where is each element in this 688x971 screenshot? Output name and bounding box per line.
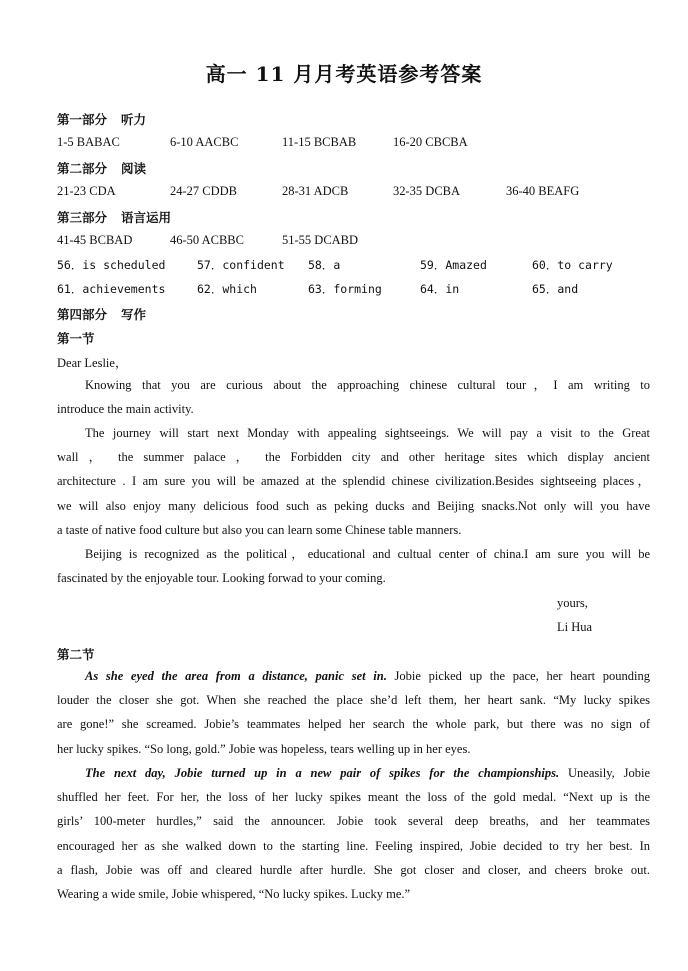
text-line: shuffled her feet. For her, the loss of her lucky spikes meant the loss of the gold medal. “Next up is the <box>57 790 650 805</box>
part4-heading <box>57 305 146 323</box>
text-line: louder the closer she got. When she reached the place she’d left them, her heart sank. “My lucky spikes <box>57 693 650 708</box>
fill-answer: 57．confident <box>197 258 285 272</box>
answer-group: 36-40 BEAFG <box>506 184 580 198</box>
text-line: a flash, Jobie was off and cleared hurdle after hurdle. She got closer and closer, and cheers broke out. <box>57 862 650 877</box>
text-line: are gone!” she screamed. Jobie’s teammates helped her search the whole park, but there was no sign of <box>57 717 650 732</box>
section2-heading: 第二节 <box>57 647 95 662</box>
answer-group: 51-55 DCABD <box>282 233 359 247</box>
fill-answer: 58．a <box>308 258 341 272</box>
fill-answer: 61．achievements <box>57 282 166 296</box>
letter-paragraph-1 <box>57 373 650 421</box>
story-paragraph-2 <box>57 761 650 906</box>
text-line: her lucky spikes. “So long, gold.” Jobie was hopeless, tears welling up in her eyes. <box>57 741 471 756</box>
text-line <box>57 664 650 688</box>
letter-greeting: Dear Leslie， <box>57 356 128 370</box>
answer-group: 24-27 CDDB <box>170 184 238 198</box>
part3-heading <box>57 208 171 226</box>
page-title: 高一 11 月月考英语参考答案 <box>205 62 483 86</box>
text-line: Beijing is recognized as the political，educational and cultual center of china.I am sure you will be <box>85 547 650 561</box>
text-line: girls’ 100-meter hurdles,” said the announcer. Jobie took several deep breaths, and her teammates <box>57 814 650 829</box>
part4-title: 第四部分 <box>57 307 108 322</box>
answer-group: 6-10 AACBC <box>170 135 239 149</box>
part2-heading <box>57 159 146 177</box>
answer-group: 28-31 ADCB <box>282 184 349 198</box>
answer-group: 11-15 BCBAB <box>282 135 357 149</box>
section1-heading: 第一节 <box>57 331 95 346</box>
answer-group: 41-45 BCBAD <box>57 233 133 247</box>
part1-subtitle: 听力 <box>121 112 147 127</box>
part3-subtitle: 语言运用 <box>121 210 172 225</box>
text-line <box>57 761 650 785</box>
letter-paragraph-2 <box>57 421 650 542</box>
fill-answer: 64．in <box>420 282 460 296</box>
fill-answer: 65．and <box>532 282 579 296</box>
text-line: we will also enjoy many delicious food such as peking ducks and Beijing snacks.Not only will you have <box>57 498 650 513</box>
text-line: wall ， the summer palace ， the Forbidden city and other heritage sites which display ancient <box>57 450 650 465</box>
text-run: Jobie picked up the pace, her heart pounding <box>386 669 650 683</box>
text-line: The journey will start next Monday with appealing sightseeings. We will pay a visit to the Great <box>85 426 650 440</box>
text-line: architecture . I am sure you will be amazed at the splendid chinese civilization.Besides sightseeing places， <box>57 474 650 489</box>
fill-answer: 63．forming <box>308 282 382 296</box>
fill-answer: 60．to carry <box>532 258 613 272</box>
part2-subtitle: 阅读 <box>121 161 147 176</box>
part4-subtitle: 写作 <box>121 307 147 322</box>
part2-title: 第二部分 <box>57 161 108 176</box>
fill-answer: 62．which <box>197 282 257 296</box>
text-line: introduce the main activity. <box>57 402 194 417</box>
letter-closing: yours, <box>557 596 588 610</box>
text-line: Knowing that you are curious about the approaching chinese cultural tour，I am writing to <box>85 378 650 392</box>
story-paragraph-1 <box>57 664 650 761</box>
answer-group: 16-20 CBCBA <box>393 135 468 149</box>
text-line: Wearing a wide smile, Jobie whispered, “No lucky spikes. Lucky me.” <box>57 886 411 901</box>
letter-paragraph-3 <box>57 542 650 590</box>
text-run: Uneasily, Jobie <box>559 766 650 780</box>
text-line: encouraged her as she walked down to the starting line. Feeling inspired, Jobie decided to try her best. In <box>57 838 650 853</box>
answer-group: 1-5 BABAC <box>57 135 120 149</box>
story-lead-sentence: As she eyed the area from a distance, panic set in. <box>85 669 387 683</box>
letter-signature: Li Hua <box>557 620 593 634</box>
story-lead-sentence: The next day, Jobie turned up in a new pair of spikes for the championships. <box>85 766 560 780</box>
fill-answer: 56．is scheduled <box>57 258 166 272</box>
part1-title: 第一部分 <box>57 112 108 127</box>
part3-title: 第三部分 <box>57 210 108 225</box>
text-line: fascinated by the enjoyable tour. Looking forwad to your coming. <box>57 571 386 586</box>
text-line: a taste of native food culture but also you can learn some Chinese table manners. <box>57 522 462 537</box>
answer-group: 46-50 ACBBC <box>170 233 244 247</box>
fill-answer: 59．Amazed <box>420 258 487 272</box>
answer-group: 32-35 DCBA <box>393 184 461 198</box>
answer-group: 21-23 CDA <box>57 184 116 198</box>
part1-heading <box>57 110 146 128</box>
